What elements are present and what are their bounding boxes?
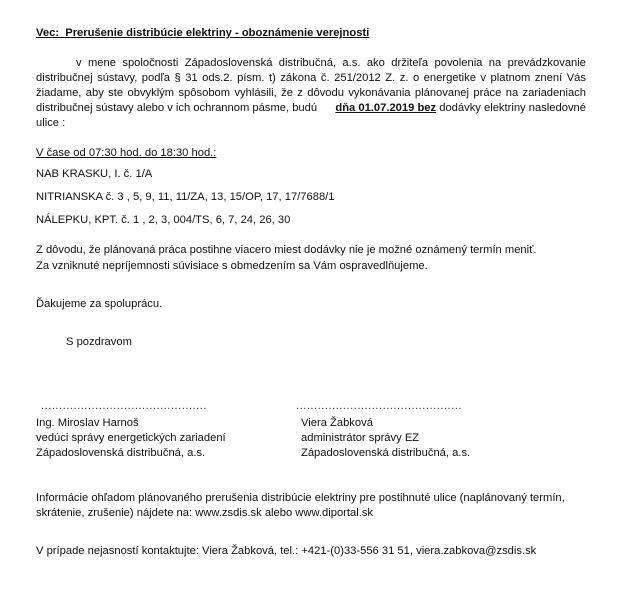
notice-line-1: Z dôvodu, že plánovaná práca postihne viacero miest dodávky nie je možné oznámený termín meniť. <box>36 244 537 256</box>
notice-line-2: Za vzniknuté nepríjemnosti súvisiace s obmedzením sa Vám ospravedlňujeme. <box>36 260 428 272</box>
subject-line <box>36 26 369 41</box>
intro-line-4 <box>36 101 586 116</box>
street-item: NÁLEPKU, KPT. č. 1 , 2, 3, 004/TS, 6, 7, 24, 26, 30 <box>36 214 291 226</box>
subject-text: Prerušenie distribúcie elektriny - oboznámenie verejnosti <box>65 27 370 39</box>
street-item: NAB KRASKU, I. č. 1/A <box>36 168 153 180</box>
intro-line-4-post: dodávky elektriny nasledovné <box>439 102 586 114</box>
street-item: NITRIANSKA č. 3 , 5, 9, 11, 11/ZA, 13, 15/OP, 17, 17/7688/1 <box>36 191 335 203</box>
contact-line: V prípade nejasností kontaktujte: Viera Žabková, tel.: +421-(0)33-556 31 51, viera.zabkova@zsdis.sk <box>36 545 537 557</box>
greeting-text: S pozdravom <box>66 336 132 348</box>
signer-right-role: administrátor správy EZ <box>301 432 420 444</box>
signer-right-name: Viera Žabková <box>301 417 373 429</box>
signature-line-right: .............................................. <box>296 400 462 412</box>
outage-date: dňa 01.07.2019 bez <box>335 102 437 114</box>
info-line-2: skrátenie, zrušenie) nájdete na: www.zsdis.sk alebo www.diportal.sk <box>36 507 374 519</box>
intro-line-4-pre: distribučnej sústavy alebo v ich ochrannom pásme, budú <box>36 102 318 114</box>
signer-right-company: Západoslovenská distribučná, a.s. <box>301 447 471 459</box>
time-window: V čase od 07:30 hod. do 18:30 hod.: <box>36 147 217 159</box>
intro-line-5: ulice : <box>36 117 66 129</box>
intro-line-2: distribučnej sústavy, podľa § 31 ods.2. písm. t) zákona č. 251/2012 Z. z. o energetike v platnom znení Vás <box>36 72 586 84</box>
info-line-1: Informácie ohľadom plánovaného prerušenia distribúcie elektriny pre postihnuté ulice (naplánovaný termín, <box>36 492 565 504</box>
intro-line-3: žiadame, aby ste obvyklým spôsobom vyhlásili, že z dôvodu vykonávania plánovanej práce na zariadeniach <box>36 87 586 99</box>
intro-line-1: v mene spoločnosti Západoslovenská distribučná, a.s. ako držiteľa povolenia na prevádzkovanie <box>76 57 586 69</box>
subject-label: Vec: <box>36 27 60 39</box>
signature-line-left: .............................................. <box>41 400 207 412</box>
signer-left-role: vedúci správy energetických zariadení <box>36 432 226 444</box>
signer-left-name: Ing. Miroslav Harnoš <box>36 417 139 429</box>
thanks-text: Ďakujeme za spoluprácu. <box>36 298 163 310</box>
signer-left-company: Západoslovenská distribučná, a.s. <box>36 447 206 459</box>
